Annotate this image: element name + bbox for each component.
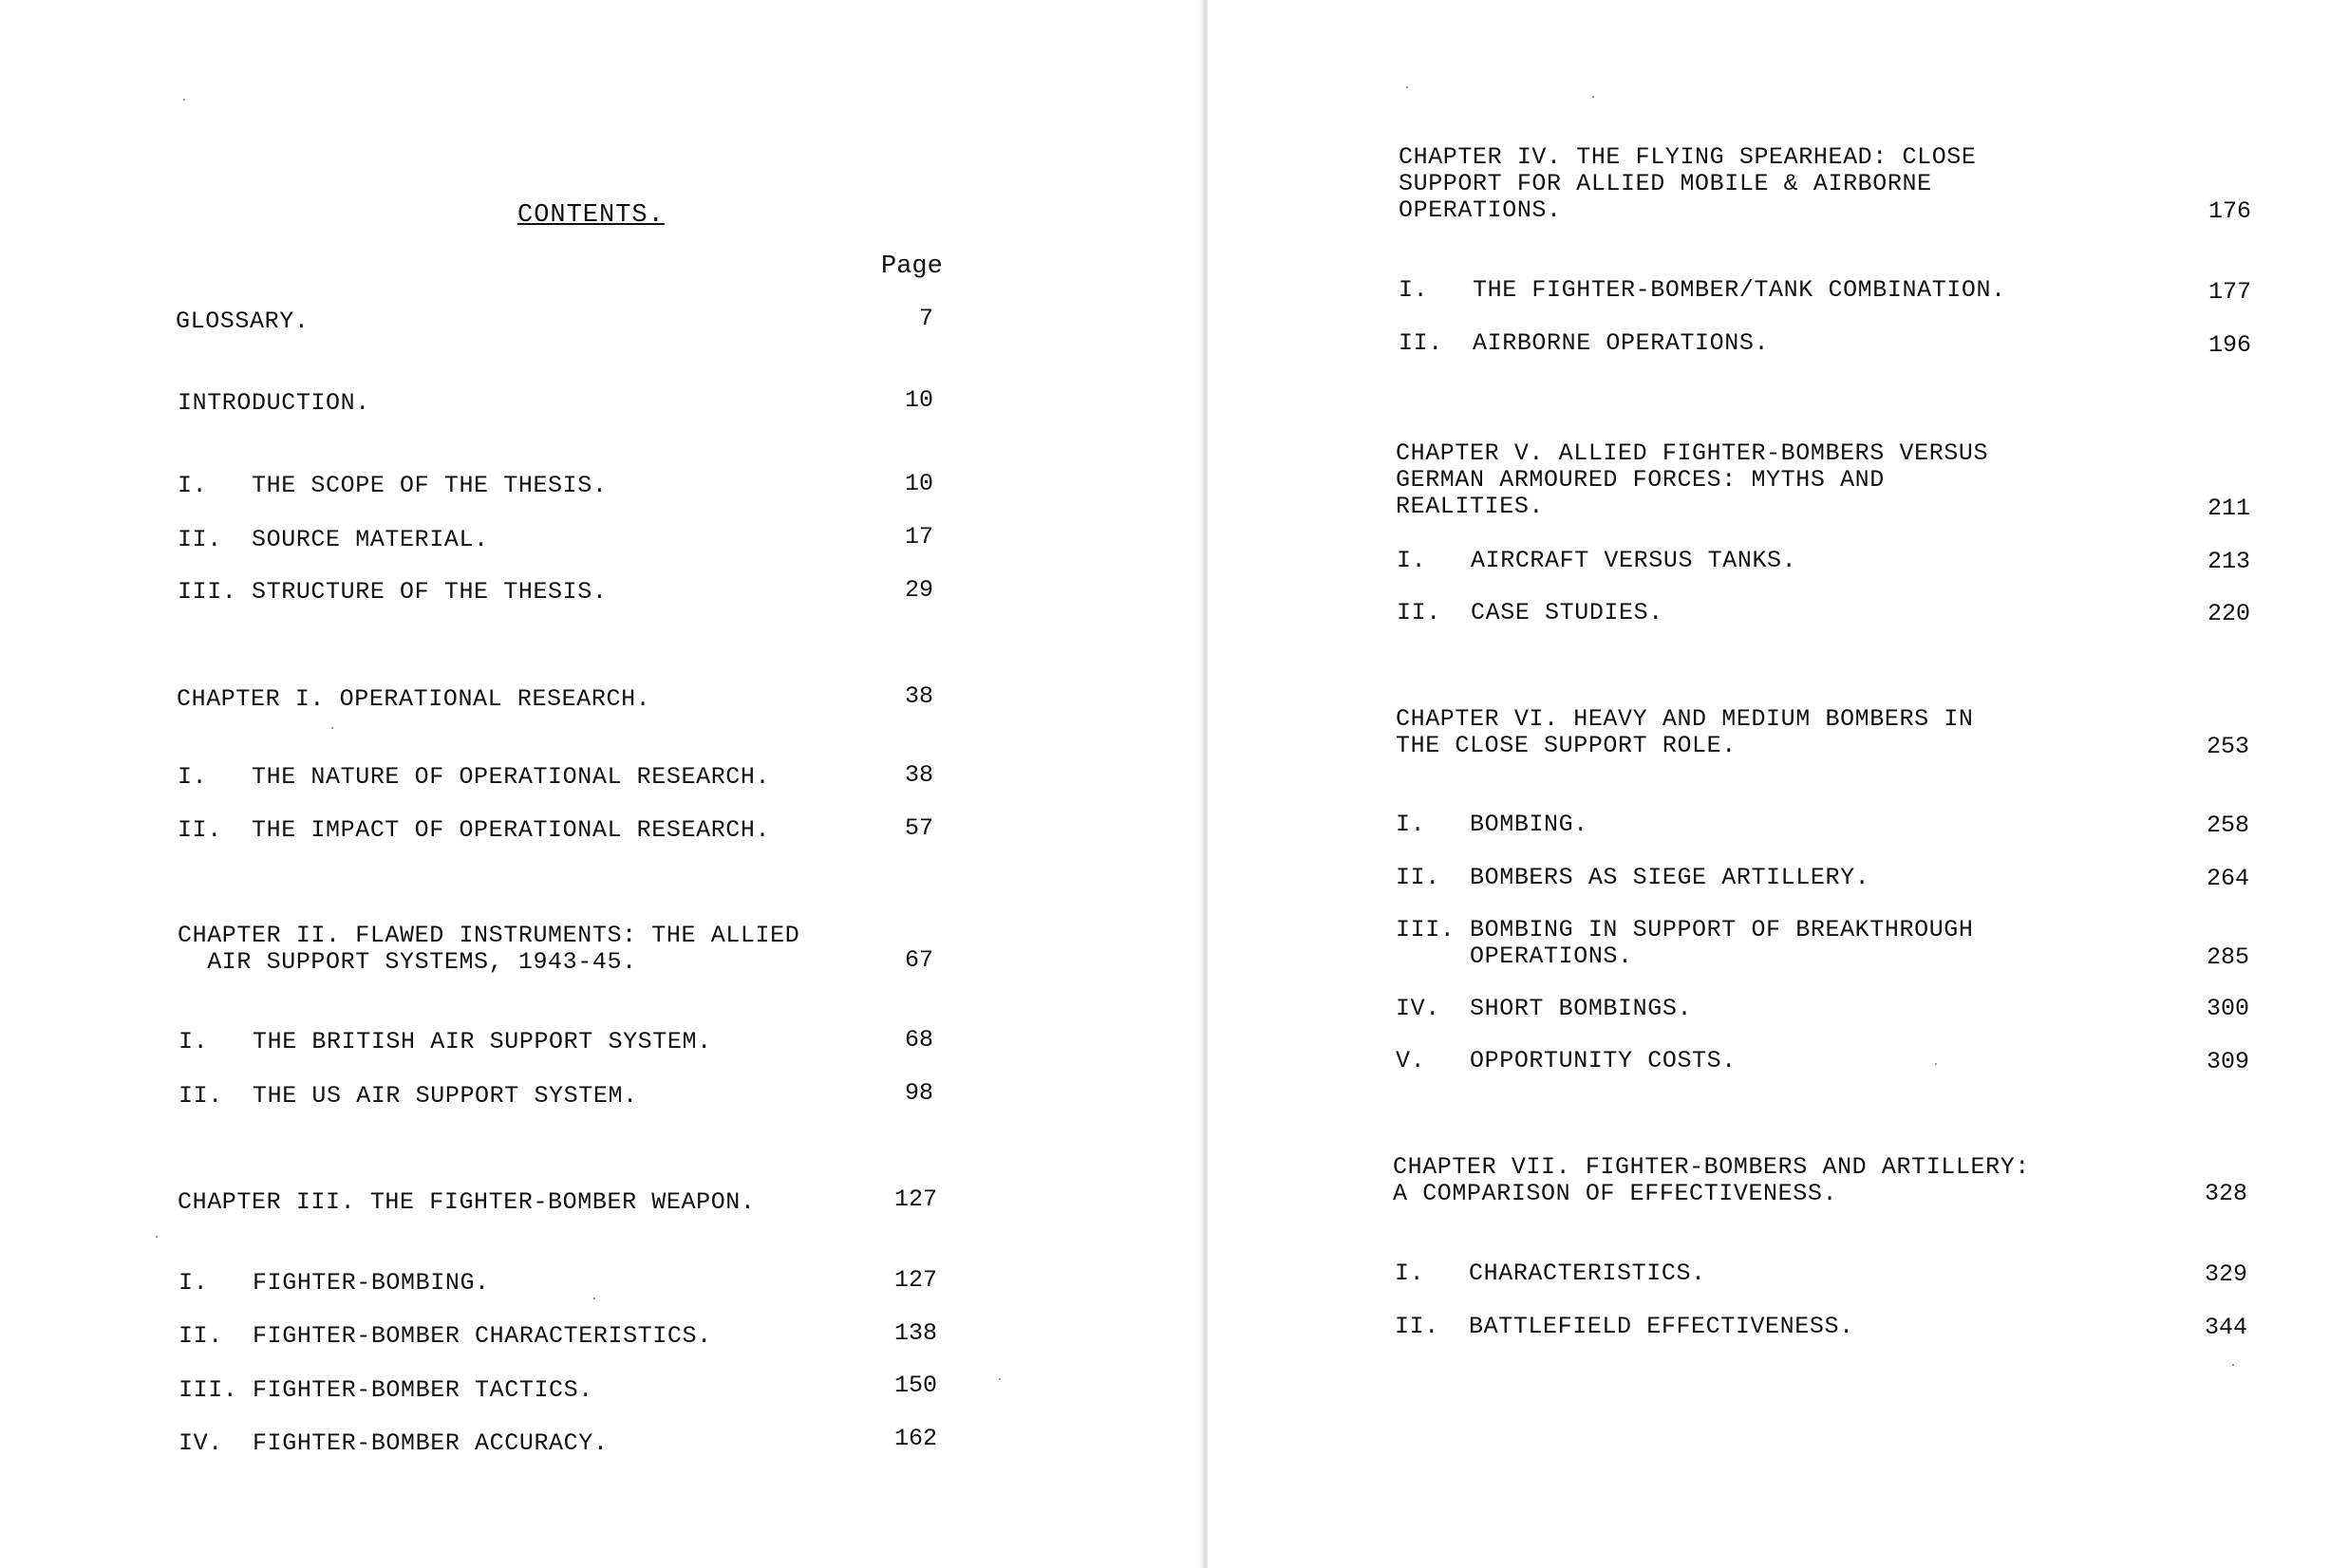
toc-entry-label: CHAPTER IV. THE FLYING SPEARHEAD: CLOSE SUPPORT FOR ALLIED MOBILE & AIRBORNE OPERATIONS. [1399,143,1977,224]
toc-entry-page: 127 [893,1185,937,1213]
scan-speck [331,727,333,729]
toc-entry-label: II. BOMBERS AS SIEGE ARTILLERY. [1396,864,1870,891]
toc-entry-label: III. FIGHTER-BOMBER TACTICS. [178,1376,593,1404]
toc-entry-label: CHAPTER VI. HEAVY AND MEDIUM BOMBERS IN THE CLOSE SUPPORT ROLE. [1396,705,1974,759]
toc-entry-label: I. THE FIGHTER-BOMBER/TANK COMBINATION. [1399,276,2006,304]
toc-entry-label: CHAPTER II. FLAWED INSTRUMENTS: THE ALLIED AIR SUPPORT SYSTEMS, 1943-45. [178,922,800,976]
scan-speck [1406,86,1408,88]
toc-entry-page: 38 [904,761,933,789]
toc-entry-label: IV. FIGHTER-BOMBER ACCURACY. [178,1429,609,1457]
toc-entry-label: III. STRUCTURE OF THE THESIS. [178,578,608,606]
toc-entry-page: 328 [2204,1180,2247,1207]
toc-entry-label: II. THE US AIR SUPPORT SYSTEM. [178,1082,638,1110]
toc-entry-label: I. FIGHTER-BOMBING. [178,1269,490,1297]
toc-entry-page: 329 [2204,1260,2247,1288]
toc-entry-label: I. THE BRITISH AIR SUPPORT SYSTEM. [178,1028,712,1055]
scan-speck [593,1297,595,1299]
toc-entry-page: 150 [893,1372,937,1399]
toc-entry-label: II. CASE STUDIES. [1397,599,1663,626]
toc-entry-page: 258 [2206,812,2249,839]
toc-entry-page: 177 [2207,278,2251,306]
toc-entry-label: I. THE SCOPE OF THE THESIS. [178,472,608,499]
toc-entry-label: IV. SHORT BOMBINGS. [1396,995,1693,1022]
toc-entry-label: III. BOMBING IN SUPPORT OF BREAKTHROUGH OPERATIONS. [1396,916,1974,970]
toc-entry-label: INTRODUCTION. [178,389,370,417]
scan-speck [1935,1063,1937,1065]
toc-entry-page: 176 [2207,197,2251,225]
toc-entry-label: GLOSSARY. [176,308,310,335]
toc-entry-label: II. THE IMPACT OF OPERATIONAL RESEARCH. [178,816,771,844]
toc-entry-page: 127 [893,1266,937,1294]
toc-entry-page: 17 [904,523,933,551]
toc-entry-page: 10 [904,386,933,414]
scan-speck [183,99,185,101]
toc-entry-page: 68 [904,1026,933,1054]
toc-entry-page: 138 [893,1319,937,1347]
toc-entry-label: I. THE NATURE OF OPERATIONAL RESEARCH. [178,763,771,791]
toc-entry-label: I. AIRCRAFT VERSUS TANKS. [1397,547,1797,574]
toc-entry-label: CHAPTER VII. FIGHTER-BOMBERS AND ARTILLERY: A COMPARISON OF EFFECTIVENESS. [1393,1153,2030,1207]
toc-entry-page: 10 [904,470,933,497]
toc-entry-label: II. AIRBORNE OPERATIONS. [1399,329,1770,357]
toc-entry-label: CHAPTER III. THE FIGHTER-BOMBER WEAPON. [178,1188,756,1216]
toc-entry-page: 253 [2206,733,2249,760]
toc-entry-page: 162 [893,1425,937,1452]
page-column-header: Page [881,252,943,281]
toc-entry-label: I. CHARACTERISTICS. [1395,1260,1706,1287]
toc-entry-page: 220 [2207,600,2250,627]
toc-entry-page: 38 [904,682,933,710]
toc-entry-label: CHAPTER V. ALLIED FIGHTER-BOMBERS VERSUS GERMAN ARMOURED FORCES: MYTHS AND REALITIES. [1396,439,1989,520]
scan-speck [156,1236,158,1238]
right-page [1208,0,2348,1568]
scan-speck [999,1378,1001,1380]
toc-entry-label: I. BOMBING. [1396,811,1588,838]
toc-entry-page: 213 [2207,548,2250,575]
scan-speck [2232,1364,2234,1366]
toc-entry-page: 29 [904,576,933,604]
toc-entry-page: 57 [904,814,933,842]
contents-title: CONTENTS. [517,201,665,230]
toc-entry-page: 309 [2206,1048,2249,1075]
toc-entry-page: 98 [904,1079,933,1107]
toc-entry-page: 285 [2206,943,2249,971]
toc-entry-label: II. FIGHTER-BOMBER CHARACTERISTICS. [178,1322,712,1350]
toc-entry-label: V. OPPORTUNITY COSTS. [1396,1047,1737,1074]
toc-entry-label: II. SOURCE MATERIAL. [178,526,489,553]
toc-entry-page: 67 [904,946,933,974]
toc-entry-page: 211 [2207,495,2250,522]
toc-entry-page: 300 [2206,995,2249,1022]
scan-speck [1592,96,1594,98]
toc-entry-page: 264 [2206,865,2249,892]
toc-entry-page: 196 [2207,331,2251,359]
toc-entry-label: II. BATTLEFIELD EFFECTIVENESS. [1395,1313,1854,1340]
toc-entry-label: CHAPTER I. OPERATIONAL RESEARCH. [177,685,651,713]
toc-entry-page: 344 [2204,1314,2247,1341]
toc-entry-page: 7 [918,305,933,332]
